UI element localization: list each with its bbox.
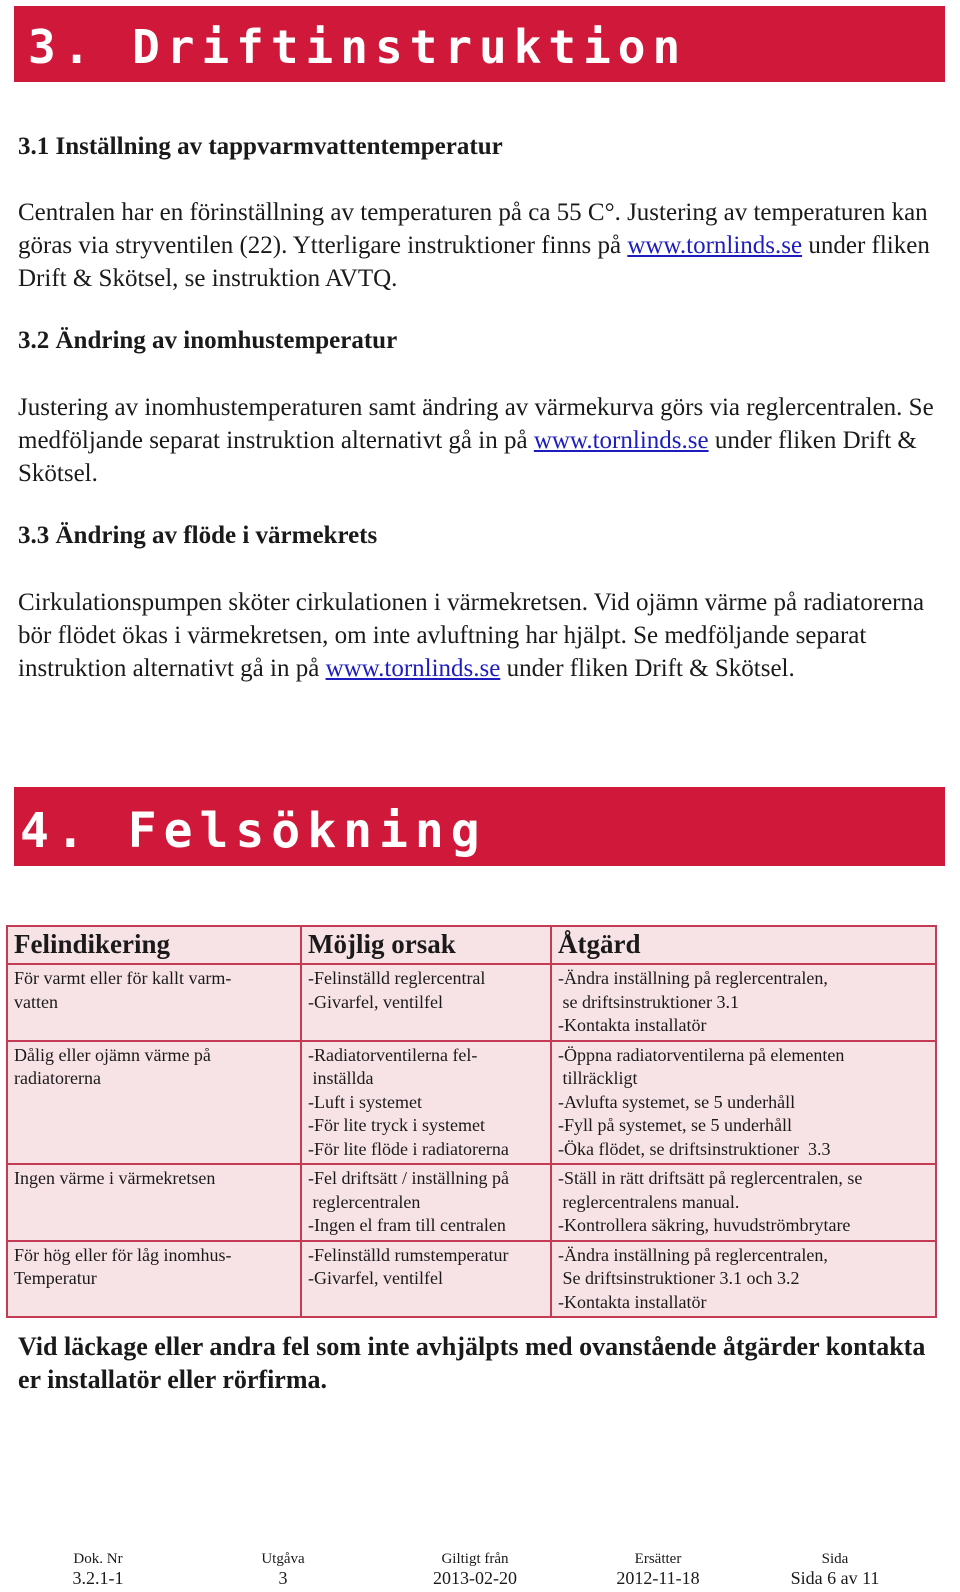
footer-replaces: [598, 1551, 718, 1589]
heading-3-1: 3.1 Inställning av tappvarmvattentemperatur: [18, 133, 503, 160]
cell-line: -Luft i systemet: [308, 1091, 422, 1112]
table-row: [7, 964, 936, 1041]
footer-valid-from: [415, 1551, 535, 1589]
symptom-cell: [7, 1241, 301, 1318]
footer-edition: [245, 1551, 321, 1589]
section-3-title: 3. Driftinstruktion: [28, 20, 688, 74]
action-cell: [551, 1041, 936, 1165]
cause-cell: [301, 1041, 551, 1165]
table-row: [7, 1041, 936, 1165]
paragraph-3-3-text-b: under fliken Drift & Skötsel.: [500, 655, 795, 682]
paragraph-3-3: [18, 586, 938, 685]
cell-line: -Ingen el fram till centralen: [308, 1215, 506, 1235]
troubleshooting-table: [6, 925, 937, 1318]
cell-line: -Ändra inställning på reglercentralen,: [558, 1244, 828, 1265]
footer-value: Sida 6 av 11: [790, 1568, 880, 1588]
section-4-title: 4. Felsökning: [20, 803, 487, 859]
action-cell: [551, 964, 936, 1041]
paragraph-3-2-text-a: Justering av inomhustemperaturen samt ändring av värmekurva görs via reglercentralen. Se medföljande separat instruktion alternativt gå in på: [18, 394, 934, 454]
header-action: Åtgärd: [551, 926, 936, 964]
cell-line: Ingen värme i värmekretsen: [14, 1168, 216, 1188]
cell-line: vatten: [14, 991, 58, 1012]
cell-line: -Fyll på systemet, se 5 underhåll: [558, 1115, 792, 1135]
footer-label: Giltigt från: [441, 1551, 509, 1567]
cell-line: reglercentralen: [308, 1191, 421, 1212]
symptom-cell: [7, 1041, 301, 1165]
cause-cell: [301, 1164, 551, 1241]
cell-line: För varmt eller för kallt varm-: [14, 968, 232, 988]
closing-notice: Vid läckage eller andra fel som inte avhjälpts med ovanstående åtgärder kontakta er installatör eller rörfirma.: [18, 1332, 926, 1394]
cell-line: Se driftsinstruktioner 3.1 och 3.2: [558, 1268, 800, 1288]
paragraph-3-1-text-a: Centralen har en förinställning av temperaturen på ca 55 C°. Justering av temperaturen kan göras via stryventilen (22). Ytterligare instruktioner finns på: [18, 199, 928, 259]
cell-line: tillräckligt: [558, 1068, 638, 1088]
header-symptom: Felindikering: [7, 926, 301, 964]
section-4-banner: [14, 787, 945, 866]
cell-line: För hög eller för låg inomhus-: [14, 1244, 232, 1265]
tornlinds-link[interactable]: www.tornlinds.se: [627, 232, 803, 259]
footer-label: Ersätter: [634, 1551, 682, 1567]
cell-line: inställda: [308, 1068, 374, 1088]
tornlinds-link[interactable]: www.tornlinds.se: [325, 655, 501, 682]
paragraph-3-3-text-a: Cirkulationspumpen sköter cirkulationen i värmekretsen. Vid ojämn värme på radiatorerna bör flödet ökas i värmekretsen, om inte avluftning har hjälpt. Se medföljande separat instruktion alternativt gå in på: [18, 589, 925, 682]
paragraph-3-2-text-b: under fliken Drift & Skötsel.: [18, 427, 917, 487]
cell-line: -Givarfel, ventilfel: [308, 991, 443, 1012]
cell-line: -För lite flöde i radiatorerna: [308, 1138, 509, 1159]
footer-value: 3.2.1-1: [72, 1568, 124, 1588]
cell-line: reglercentralens manual.: [558, 1191, 740, 1212]
action-cell: [551, 1241, 936, 1318]
table-row: [7, 1164, 936, 1241]
table-row: [7, 1241, 936, 1318]
cell-line: se driftsinstruktioner 3.1: [558, 991, 739, 1012]
paragraph-3-1: [18, 196, 938, 295]
cell-line: -Felinställd rumstemperatur: [308, 1244, 509, 1265]
cell-line: -Givarfel, ventilfel: [308, 1268, 443, 1288]
cell-line: -Felinställd reglercentral: [308, 968, 486, 988]
footer-label: Sida: [821, 1551, 849, 1567]
cell-line: -Avlufta systemet, se 5 underhåll: [558, 1091, 796, 1112]
cell-line: Temperatur: [14, 1268, 97, 1288]
cause-cell: [301, 1241, 551, 1318]
footer-label: Dok. Nr: [73, 1551, 123, 1567]
heading-3-3: 3.3 Ändring av flöde i värmekrets: [18, 522, 378, 549]
footer-value: 2013-02-20: [433, 1568, 517, 1588]
cell-line: -Ställ in rätt driftsätt på reglercentralen, se: [558, 1168, 863, 1188]
cell-line: -Öka flödet, se driftsinstruktioner 3.3: [558, 1138, 831, 1159]
symptom-cell: [7, 964, 301, 1041]
paragraph-3-1-text-b: under fliken Drift & Skötsel, se instruktion AVTQ.: [18, 232, 930, 292]
cell-line: -Radiatorventilerna fel-: [308, 1044, 478, 1065]
cell-line: -Kontakta installatör: [558, 1015, 707, 1035]
cell-line: radiatorerna: [14, 1068, 101, 1088]
footer-page: [770, 1551, 900, 1589]
action-cell: [551, 1164, 936, 1241]
section-3-banner: [14, 6, 945, 82]
cell-line: Dålig eller ojämn värme på: [14, 1044, 211, 1065]
cell-line: -Kontakta installatör: [558, 1291, 707, 1312]
table-header-row: [7, 926, 936, 964]
heading-3-2: 3.2 Ändring av inomhustemperatur: [18, 327, 398, 354]
footer-label: Utgåva: [261, 1551, 305, 1567]
paragraph-3-2: [18, 391, 938, 490]
symptom-cell: [7, 1164, 301, 1241]
cell-line: -Ändra inställning på reglercentralen,: [558, 968, 828, 988]
header-cause: Möjlig orsak: [301, 926, 551, 964]
footer-value: 3: [278, 1568, 288, 1588]
footer-doc-no: [60, 1551, 136, 1589]
cause-cell: [301, 964, 551, 1041]
cell-line: -Fel driftsätt / inställning på: [308, 1168, 509, 1188]
cell-line: -Öppna radiatorventilerna på elementen: [558, 1044, 845, 1065]
cell-line: -Kontrollera säkring, huvudströmbrytare: [558, 1215, 851, 1235]
cell-line: -För lite tryck i systemet: [308, 1115, 485, 1135]
tornlinds-link[interactable]: www.tornlinds.se: [533, 427, 709, 454]
footer-value: 2012-11-18: [616, 1568, 700, 1588]
